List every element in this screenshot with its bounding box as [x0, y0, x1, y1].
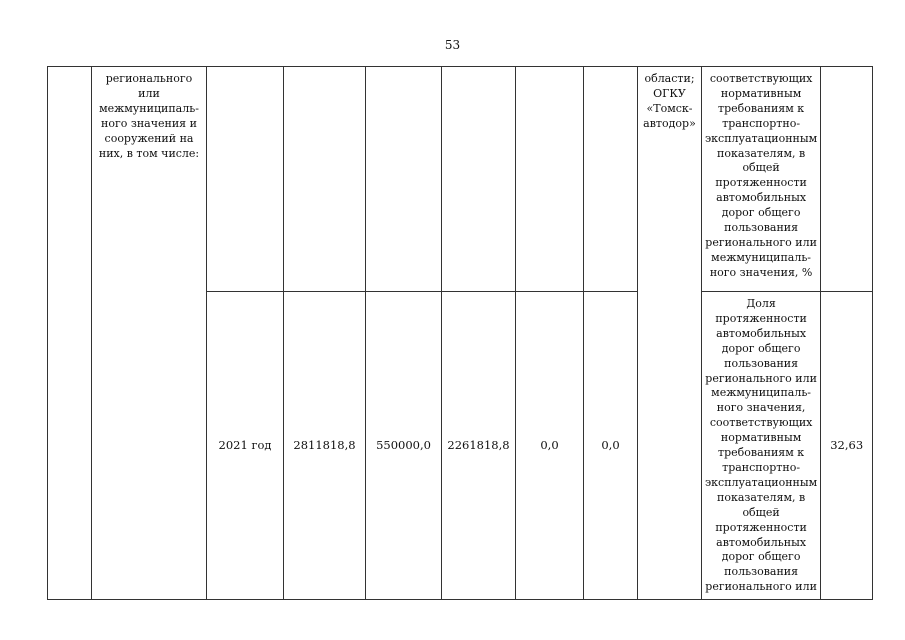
table-cell-total	[284, 67, 366, 292]
table-cell-indicator-value: 32,63	[821, 292, 873, 600]
table-cell-indicator-value	[821, 67, 873, 292]
table-cell-year: 2021 год	[207, 292, 284, 600]
table-cell-local: 0,0	[516, 292, 584, 600]
table-cell-executor	[638, 67, 702, 600]
table-cell-indicator	[702, 67, 821, 292]
table-row	[48, 67, 873, 292]
table-cell-period	[207, 67, 284, 292]
table-cell-other	[584, 67, 638, 292]
task-name-text: регионального или межмуниципаль- ного значения и сооружений на них, в том числе:	[98, 72, 200, 160]
table-cell-indicator	[702, 292, 821, 600]
table-cell-regional	[442, 67, 516, 292]
table-cell-number	[48, 67, 92, 600]
indicator-text: соответствующих нормативным требованиям к транспортно- эксплуатационным показателям, в общей протяженности автомобильных дорог общего пользования регионального или межмуниципаль- ного значения, %	[705, 72, 818, 279]
table-cell-local	[516, 67, 584, 292]
table-cell-regional: 2261818,8	[442, 292, 516, 600]
table-cell-task-name	[92, 67, 207, 600]
page-number: 53	[444, 38, 461, 52]
table-cell-total: 2811818,8	[284, 292, 366, 600]
table-cell-federal	[366, 67, 442, 292]
table-cell-federal: 550000,0	[366, 292, 442, 600]
indicator-text: Доля протяженности автомобильных дорог общего пользования регионального или межмуниципаль- ного значения, соответствующих нормативным требованиям к транспортно- эксплуатационным показателям, в общей протяженности автомобильных дорог общего пользования регионального или	[705, 297, 818, 594]
program-table	[47, 66, 873, 600]
executor-text: области; ОГКУ «Томск- автодор»	[643, 72, 696, 130]
table-cell-other: 0,0	[584, 292, 638, 600]
